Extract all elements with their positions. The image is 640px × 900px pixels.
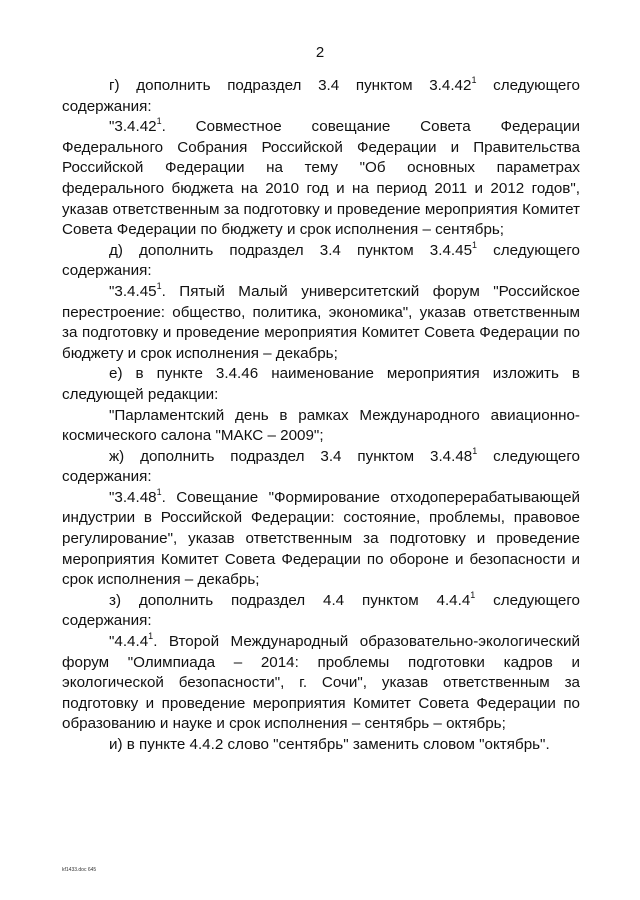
paragraph-text: следующего содержания: — [62, 447, 580, 486]
superscript: 1 — [156, 280, 162, 291]
paragraph-g — [62, 76, 580, 117]
superscript: 1 — [156, 486, 162, 497]
paragraph-text: следующего содержания: — [62, 77, 580, 115]
paragraph-4-4-4 — [62, 632, 580, 735]
paragraph-3-4-45 — [62, 282, 580, 364]
paragraph-e — [62, 364, 580, 405]
superscript: 1 — [148, 630, 154, 641]
paragraph-text: "3.4.42 — [109, 118, 157, 136]
superscript: 1 — [472, 239, 478, 250]
paragraph-i — [62, 735, 580, 756]
paragraph-text: следующего содержания: — [62, 591, 580, 630]
paragraph-3-4-42 — [62, 117, 580, 241]
superscript: 1 — [156, 116, 162, 127]
paragraph-zh — [62, 447, 580, 488]
paragraph-text: г) дополнить подраздел 3.4 пунктом 3.4.42 — [109, 77, 472, 94]
paragraph-text: . Совещание "Формирование отходоперерабатывающей индустрии в Российской Федерации: состояние, проблемы, правовое регулирование", указав ответственным за подготовку и проведение мероприятия Комитет Совета Федерации по обороне и безопасности и срок исполнения – декабрь; — [62, 488, 580, 589]
paragraph-d — [62, 241, 580, 282]
paragraph-parliament-day — [62, 406, 580, 447]
paragraph-text: ж) дополнить подраздел 3.4 пунктом 3.4.48 — [109, 447, 473, 465]
paragraph-3-4-48 — [62, 488, 580, 591]
superscript: 1 — [470, 589, 476, 600]
superscript: 1 — [472, 445, 478, 456]
paragraph-text: "4.4.4 — [109, 633, 149, 651]
page-number: 2 — [315, 44, 325, 61]
paragraph-z — [62, 591, 580, 632]
superscript: 1 — [471, 74, 477, 85]
document-body — [62, 76, 580, 756]
paragraph-text: и) в пункте 4.4.2 слово "сентябрь" заменить словом "октябрь". — [109, 736, 550, 753]
paragraph-text: д) дополнить подраздел 3.4 пунктом 3.4.45 — [109, 241, 473, 259]
paragraph-text: "3.4.48 — [109, 488, 157, 506]
paragraph-text: . Второй Международный образовательно-экологический форум "Олимпиада – 2014: проблемы подготовки кадров и экологической безопасности", г. Сочи", указав ответственным за подготовку и проведение мероприятия Комитет Совета Федерации по образованию и науке и срок исполнения – сентябрь – октябрь; — [62, 633, 580, 733]
paragraph-text: "3.4.45 — [109, 282, 157, 300]
paragraph-text: е) в пункте 3.4.46 наименование мероприятия изложить в следующей редакции: — [62, 365, 580, 403]
paragraph-text: з) дополнить подраздел 4.4 пунктом 4.4.4 — [109, 591, 471, 609]
paragraph-text: . Совместное совещание Совета Федерации Федерального Собрания Российской Федерации и Правительства Российской Федерации на тему "Об основных параметрах федерального бюджета на 2010 год и на период 2011 и 2012 годов", указав ответственным за подготовку и проведение мероприятия Комитет Совета Федерации по бюджету и срок исполнения – сентябрь; — [62, 118, 580, 239]
paragraph-text: следующего содержания: — [62, 241, 581, 280]
file-reference: kf1433.doc 645 — [62, 867, 97, 873]
paragraph-text: . Пятый Малый университетский форум "Российское перестроение: общество, политика, экономика", указав ответственным за подготовку и проведение мероприятия Комитет Совета Федерации по бюджету и срок исполнения – декабрь; — [62, 282, 580, 362]
paragraph-text: "Парламентский день в рамках Международного авиационно-космического салона "МАКС – 2009"; — [62, 406, 580, 445]
